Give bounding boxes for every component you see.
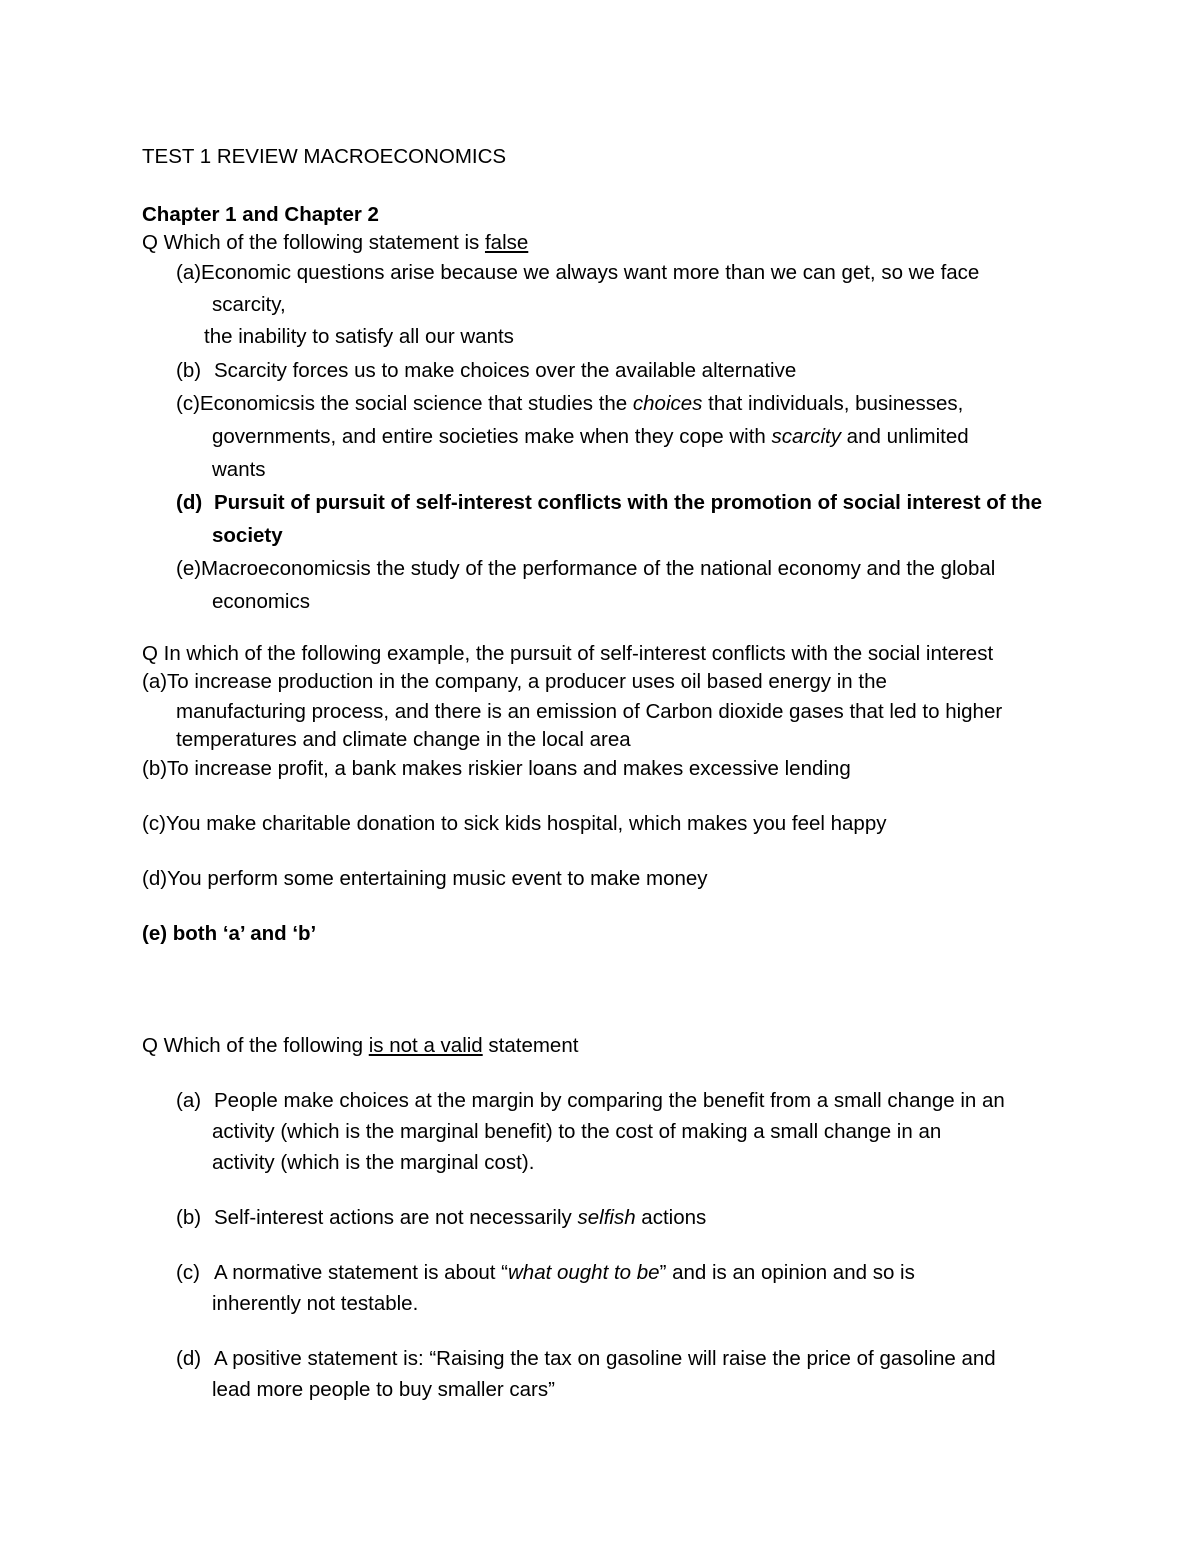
chapter-heading: Chapter 1 and Chapter 2	[142, 203, 379, 226]
q3-stem-emphasis: is not a valid	[368, 1034, 483, 1057]
q1-option-c-line3: wants	[212, 458, 266, 481]
q1-option-a-line3: the inability to satisfy all our wants	[204, 325, 514, 348]
q2-option-a-line2: manufacturing process, and there is an emission of Carbon dioxide gases that led to higher	[176, 700, 1003, 723]
q1-option-d-line1: (d) Pursuit of pursuit of self-interest conflicts with the promotion of social interest of the	[176, 491, 1043, 514]
q2-stem: Q In which of the following example, the pursuit of self-interest conflicts with the social interest	[142, 642, 994, 665]
q3-option-b: (b) Self-interest actions are not necessarily selfish actions	[176, 1206, 707, 1229]
q2-option-a-line3: temperatures and climate change in the local area	[176, 728, 631, 751]
q2-option-e: (e) both ‘a’ and ‘b’	[142, 922, 317, 945]
q3-option-d-line2: lead more people to buy smaller cars”	[212, 1378, 555, 1401]
q1-option-c-line1: (c)Economicsis the social science that studies the choices that individuals, businesses,	[176, 392, 964, 415]
q2-option-d: (d)You perform some entertaining music event to make money	[142, 867, 708, 890]
q2-option-c: (c)You make charitable donation to sick kids hospital, which makes you feel happy	[142, 812, 887, 835]
q3-option-c-line1: (c) A normative statement is about “what ought to be” and is an opinion and so is	[176, 1261, 915, 1284]
q3-option-c-line2: inherently not testable.	[212, 1292, 419, 1315]
q3-option-a-line2: activity (which is the marginal benefit) to the cost of making a small change in an	[212, 1120, 942, 1143]
q1-option-e-line1: (e)Macroeconomicsis the study of the performance of the national economy and the global	[176, 557, 996, 580]
q1-stem: Q Which of the following statement is false	[142, 231, 529, 254]
q2-option-a-line1: (a)To increase production in the company, a producer uses oil based energy in the	[142, 670, 887, 693]
document-title: TEST 1 REVIEW MACROECONOMICS	[142, 145, 507, 168]
q2-option-b: (b)To increase profit, a bank makes riskier loans and makes excessive lending	[142, 757, 851, 780]
q1-option-b: (b) Scarcity forces us to make choices over the available alternative	[176, 359, 797, 382]
q1-option-a-line1: (a)Economic questions arise because we always want more than we can get, so we face	[176, 261, 980, 284]
q3-option-d-line1: (d) A positive statement is: “Raising the tax on gasoline will raise the price of gasoline and	[176, 1347, 996, 1370]
q1-option-d-line2: society	[212, 524, 283, 547]
q3-option-a-line3: activity (which is the marginal cost).	[212, 1151, 535, 1174]
q3-option-a-line1: (a) People make choices at the margin by comparing the benefit from a small change in an	[176, 1089, 1005, 1112]
q1-stem-emphasis: false	[484, 231, 529, 254]
q1-option-c-line2: governments, and entire societies make when they cope with scarcity and unlimited	[212, 425, 969, 448]
q1-option-a-line2: scarcity,	[212, 293, 286, 316]
q3-stem: Q Which of the following is not a valid statement	[142, 1034, 579, 1057]
q1-option-e-line2: economics	[212, 590, 310, 613]
